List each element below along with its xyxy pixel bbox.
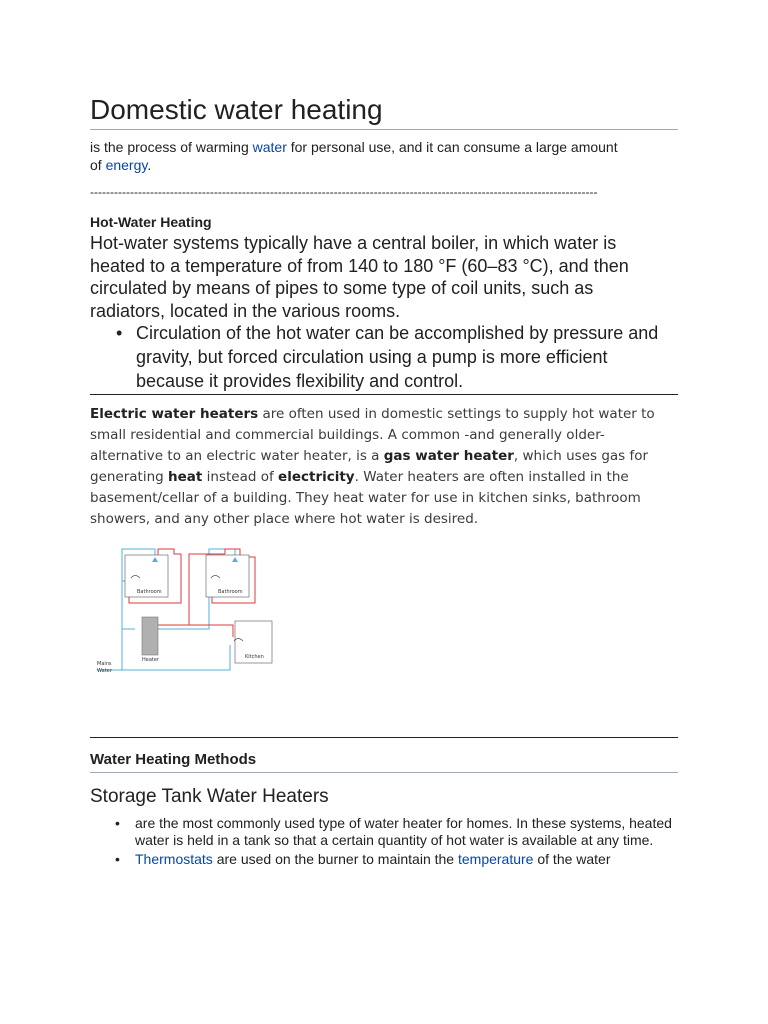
methods-heading: Water Heating Methods [90,750,678,773]
water-heating-diagram [95,545,280,680]
section-divider [90,737,678,738]
link-water[interactable]: water [252,139,287,155]
intro-paragraph: is the process of warming water for personal use, and it can consume a large amount of energy. [90,139,618,173]
mains-label-line2: Water [97,668,112,674]
electric-heaters-paragraph: Electric water heaters are often used in domestic settings to supply hot water to small residential and commercial buildings. A common -and generally older- alternative to an electric water heater, is a gas water heater, which uses gas for generating heat instead of electricity. Water heaters are often installed in the basement/cellar of a building. They heat water for use in kitchen sinks, bathroom showers, and any other place where hot water is desired. [90,406,655,527]
mains-label-line1: Mains [97,661,112,667]
hot-water-list [90,321,678,395]
hot-water-body: Hot-water systems typically have a central boiler, in which water is heated to a temperature of from 140 to 180 °F (60–83 °C), and then circulated by means of pipes to some type of coil units, such as radiators, located in the various rooms. [90,233,629,321]
storage-list [90,815,678,870]
link-energy[interactable]: energy [105,157,148,173]
page-title: Domestic water heating [90,93,678,130]
dashed-divider: ------------------------------------------------------------------------------------------------------------------------------- [90,185,598,199]
link-temperature[interactable]: temperature [457,851,534,867]
kitchen-label: Kitchen [245,654,264,660]
link-thermostats[interactable]: Thermostats [135,851,213,867]
hot-water-heading: Hot-Water Heating [90,214,212,230]
list-item: • are the most commonly used type of water heater for homes. In these systems, heated water is held in a tank so that a certain quantity of hot water is available at any time. [135,815,678,849]
list-item: • Circulation of the hot water can be accomplished by pressure and gravity, but forced circulation using a pump is more efficient because it provides flexibility and control. [136,321,678,393]
bathroom-1-label: Bathroom [137,589,162,595]
bathroom-2-label: Bathroom [218,589,243,595]
storage-heading: Storage Tank Water Heaters [90,786,329,807]
heater-tank [142,617,158,655]
heater-label: Heater [142,657,159,663]
list-item: • Thermostats are used on the burner to maintain the temperature of the water [135,851,678,868]
